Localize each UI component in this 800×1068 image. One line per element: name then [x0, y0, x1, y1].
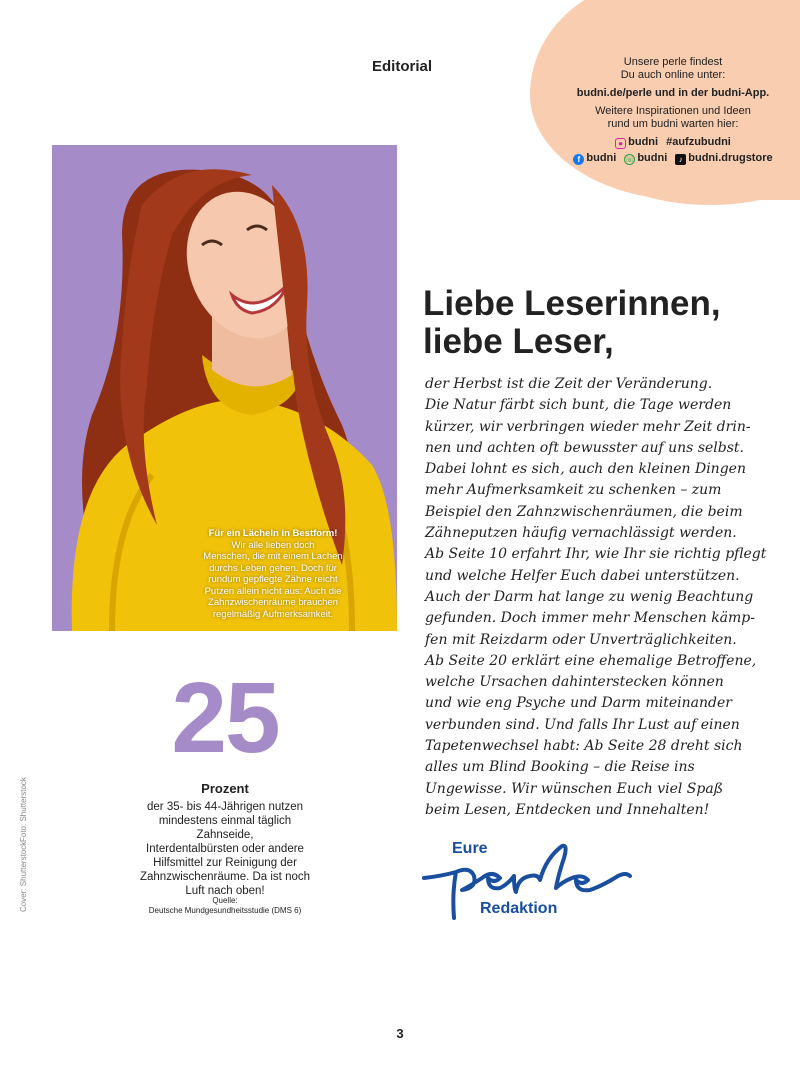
headline-line: Liebe Leserinnen, [423, 284, 721, 323]
signature-logo [422, 838, 642, 938]
body-line: Ab Seite 10 erfahrt Ihr, wie Ihr sie richtig pflegt [425, 546, 767, 563]
body-line: Ab Seite 20 erklärt eine ehemalige Betroffene, [425, 652, 757, 669]
photo-caption [192, 528, 354, 620]
instagram-icon: ● [615, 138, 626, 149]
source-label: Quelle: [212, 896, 238, 905]
stat-line: Zahnzwischenräume. Da ist noch [139, 871, 311, 883]
social-row-instagram [556, 136, 790, 149]
signature-bottom: Redaktion [480, 900, 558, 917]
social-row-others [556, 152, 790, 165]
online-info-box [556, 56, 790, 168]
body-line: gefunden. Doch immer mehr Menschen kämp- [425, 610, 755, 627]
caption-line: Putzen allein nicht aus: Auch die [204, 585, 342, 597]
info-line: Unsere perle findest [623, 56, 723, 68]
online-link[interactable]: budni.de/perle und in der budni-App. [576, 87, 770, 99]
body-line: und wie eng Psyche und Darm miteinander [425, 695, 732, 712]
facebook-icon: f [573, 154, 584, 165]
body-line: fen mit Reizdarm oder Unverträglichkeiten. [425, 631, 737, 648]
instagram-link[interactable]: ● budni [615, 136, 658, 149]
body-line: Die Natur färbt sich bunt, die Tage werden [425, 397, 732, 414]
source-text: Deutsche Mundgesundheitsstudie (DMS 6) [148, 906, 302, 915]
caption-line: Menschen, die mit einem Lachen [203, 551, 343, 562]
photo-credit: Foto: Shutterstock [19, 777, 28, 842]
headline-line: liebe Leser, [423, 322, 614, 361]
stat-line: der 35- bis 44-Jährigen nutzen [147, 801, 303, 813]
caption-line: rundum gepflegte Zähne reicht [208, 574, 338, 585]
stat-source [130, 896, 320, 916]
body-line: Beispiel den Zahnzwischenräumen, die beim [425, 503, 743, 520]
body-line: der Herbst ist die Zeit der Veränderung. [425, 376, 713, 392]
info-line: Weitere Inspirationen und Ideen [595, 105, 751, 117]
caption-line: regelmäßig Aufmerksamkeit. [212, 608, 334, 620]
section-label: Editorial [372, 58, 433, 75]
body-line: Zähneputzen häufig vernachlässigt werden. [425, 525, 737, 542]
body-line: welche Ursachen dahinterstecken können [425, 674, 724, 691]
editorial-body [425, 374, 765, 821]
info-line: rund um budni warten hier: [607, 118, 739, 130]
caption-line: Zahnzwischenräume brauchen [208, 597, 338, 608]
tiktok-link[interactable]: ♪ budni.drugstore [675, 152, 772, 165]
page-number: 3 [396, 1026, 404, 1041]
info-line: Du auch online unter: [620, 69, 726, 81]
caption-line: Wir alle lieben doch [231, 539, 315, 551]
body-line: verbunden sind. Und falls Ihr Lust auf einen [425, 716, 740, 733]
stat-number: 25 [171, 662, 279, 774]
whatsapp-icon: ☏ [624, 155, 635, 164]
stat-description [130, 800, 320, 898]
caption-title: Für ein Lächeln in Bestform! [208, 528, 338, 539]
cover-credit: Cover: Shutterstock [19, 841, 28, 912]
whatsapp-link[interactable]: ☏ budni [624, 152, 668, 164]
body-line: mehr Aufmerksamkeit zu schenken – zum [425, 482, 722, 499]
body-line: und welche Helfer Euch dabei unterstützen. [425, 567, 740, 584]
body-line: alles um Blind Booking – die Reise ins [425, 759, 695, 776]
body-line: beim Lesen, Entdecken und Innehalten! [425, 801, 710, 818]
hashtag[interactable]: #aufzubudni [666, 136, 731, 148]
stat-line: Hilfsmittel zur Reinigung der [153, 857, 297, 869]
cover-photo [52, 145, 397, 631]
signature-top: Eure [452, 840, 488, 857]
body-line: Dabei lohnt es sich, auch den kleinen Dingen [425, 461, 746, 478]
body-line: Ungewisse. Wir wünschen Euch viel Spaß [425, 780, 724, 797]
caption-line: durchs Leben gehen. Doch für [209, 562, 337, 574]
stat-line: mindestens einmal täglich Zahnseide, [158, 815, 292, 841]
body-line: nen und achten oft bewusster auf uns selbst. [425, 439, 744, 456]
tiktok-icon: ♪ [675, 154, 686, 165]
body-line: Tapetenwechsel habt: Ab Seite 28 dreht sich [425, 738, 743, 755]
body-line: kürzer, wir verbringen wieder mehr Zeit drin- [425, 418, 751, 435]
stat-line: Luft nach oben! [185, 885, 265, 897]
facebook-link[interactable]: f budni [573, 152, 616, 165]
stat-line: Interdentalbürsten oder andere [146, 843, 304, 855]
stat-unit: Prozent [201, 781, 249, 796]
body-line: Auch der Darm hat lange zu wenig Beachtung [425, 588, 754, 605]
headline [423, 285, 783, 361]
